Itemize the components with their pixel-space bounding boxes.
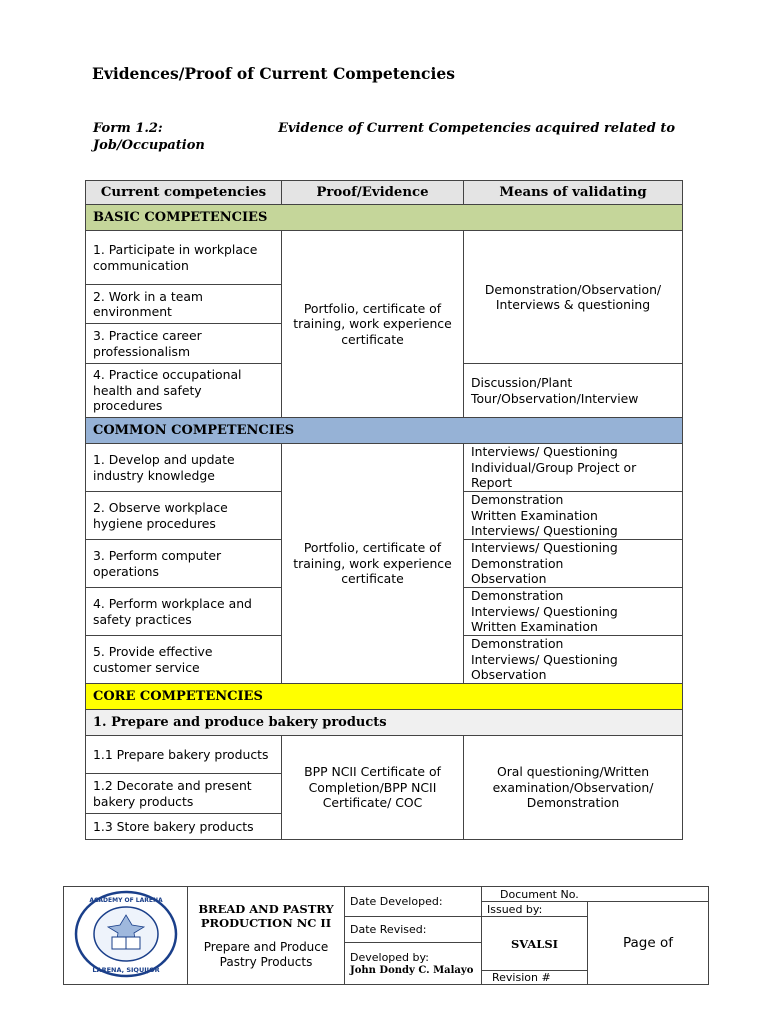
- document-title: Evidences/Proof of Current Competencies: [92, 64, 455, 83]
- issued-by-label: Issued by:: [482, 902, 588, 917]
- header-means-of-validating: Means of validating: [464, 181, 683, 205]
- date-developed-label: Date Developed:: [345, 887, 482, 917]
- means-line: Demonstration: [471, 636, 564, 652]
- form-caption: [93, 120, 675, 154]
- module-title: Prepare and Produce Pastry Products: [203, 939, 329, 969]
- svg-text:LARENA, SIQUIJOR: LARENA, SIQUIJOR: [91, 966, 160, 974]
- basic-competency-1: 1. Participate in workplace communication: [86, 231, 282, 285]
- means-line: Observation: [471, 571, 547, 587]
- section-basic-competencies: BASIC COMPETENCIES: [86, 205, 683, 231]
- school-logo-cell: [64, 887, 188, 985]
- form-number: Form 1.2:: [93, 121, 163, 136]
- core-competency-3: 1.3 Store bakery products: [86, 814, 282, 840]
- header-proof-evidence: Proof/Evidence: [282, 181, 464, 205]
- section-core-competencies: CORE COMPETENCIES: [86, 684, 683, 710]
- basic-proof: Portfolio, certificate of training, work experience certificate: [282, 231, 464, 418]
- table-header-row: [86, 181, 683, 205]
- means-line: Demonstration: [471, 492, 564, 508]
- common-competency-3: 3. Perform computer operations: [86, 540, 282, 588]
- common-means-4: [464, 588, 683, 636]
- core-proof: BPP NCII Certificate of Completion/BPP NCII Certificate/ COC: [282, 736, 464, 840]
- means-line: Interviews/ Questioning: [471, 540, 618, 556]
- issuer-name: SVALSI: [482, 917, 588, 971]
- means-line: Interviews/ Questioning: [471, 523, 618, 539]
- means-line: Demonstration: [471, 555, 564, 571]
- common-means-1: [464, 444, 683, 492]
- developed-by-cell: [345, 943, 482, 985]
- means-line: Written Examination: [471, 507, 598, 523]
- basic-means-1: Demonstration/Observation/ Interviews & questioning: [464, 231, 683, 364]
- means-line: Individual/Group Project or Report: [471, 459, 637, 491]
- common-competency-5: 5. Provide effective customer service: [86, 636, 282, 684]
- common-means-5: [464, 636, 683, 684]
- form-title-line-2: Job/Occupation: [93, 138, 205, 153]
- core-competency-2: 1.2 Decorate and present bakery products: [86, 774, 282, 814]
- common-proof: Portfolio, certificate of training, work experience certificate: [282, 444, 464, 684]
- basic-competency-4: 4. Practice occupational health and safety procedures: [86, 364, 282, 418]
- means-line: Written Examination: [471, 619, 598, 635]
- document-footer: [63, 886, 709, 985]
- means-line: Interviews/ Questioning: [471, 603, 618, 619]
- means-line: Demonstration: [471, 588, 564, 604]
- developer-name: John Dondy C. Malayo: [350, 964, 474, 976]
- page-number: Page of: [588, 902, 709, 985]
- qualification-cell: [188, 887, 345, 985]
- svg-text:ACADEMY OF LARENA: ACADEMY OF LARENA: [88, 897, 163, 904]
- common-means-2: [464, 492, 683, 540]
- common-competency-1: 1. Develop and update industry knowledge: [86, 444, 282, 492]
- school-seal-icon: [70, 889, 182, 979]
- qualification-title: BREAD AND PASTRY PRODUCTION NC II: [198, 901, 334, 930]
- header-current-competencies: Current competencies: [86, 181, 282, 205]
- common-competency-2: 2. Observe workplace hygiene procedures: [86, 492, 282, 540]
- basic-competency-3: 3. Practice career professionalism: [86, 324, 282, 364]
- document-no-label: Document No.: [482, 887, 709, 902]
- means-line: Observation: [471, 667, 547, 683]
- core-competency-1: 1.1 Prepare bakery products: [86, 736, 282, 774]
- means-line: Interviews/ Questioning: [471, 651, 618, 667]
- basic-competency-2: 2. Work in a team environment: [86, 285, 282, 324]
- basic-means-2: Discussion/Plant Tour/Observation/Interview: [464, 364, 683, 418]
- revision-label: Revision #: [482, 971, 588, 985]
- common-competency-4: 4. Perform workplace and safety practices: [86, 588, 282, 636]
- section-common-competencies: COMMON COMPETENCIES: [86, 418, 683, 444]
- means-line: Interviews/ Questioning: [471, 444, 618, 460]
- form-title-line-1: Evidence of Current Competencies acquired related to: [278, 121, 675, 136]
- core-unit-title: 1. Prepare and produce bakery products: [86, 710, 683, 736]
- date-revised-label: Date Revised:: [345, 917, 482, 943]
- competencies-table: [85, 180, 683, 840]
- core-means: Oral questioning/Written examination/Observation/ Demonstration: [464, 736, 683, 840]
- common-means-3: [464, 540, 683, 588]
- developed-by-label: Developed by:: [350, 950, 429, 964]
